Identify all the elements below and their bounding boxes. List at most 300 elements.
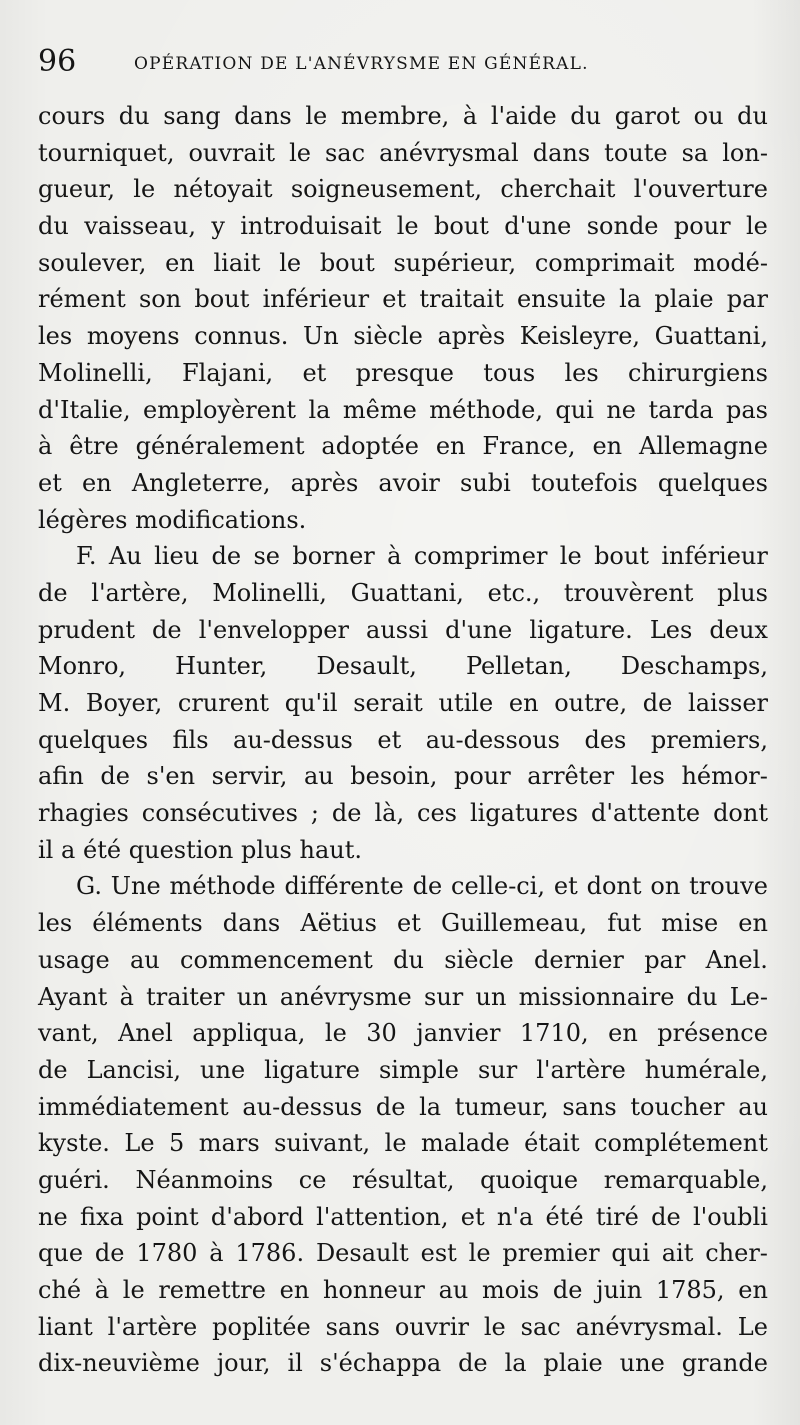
word: guéri. xyxy=(38,1165,110,1194)
word: missionnaire xyxy=(518,982,675,1011)
word: l'artère xyxy=(536,1055,626,1084)
word: tumeur, xyxy=(454,1092,549,1121)
word: fixa xyxy=(79,1202,124,1231)
word: mois xyxy=(482,1276,540,1304)
word: presque xyxy=(355,358,454,387)
text-line xyxy=(38,979,768,1016)
word: modé- xyxy=(693,248,768,277)
text-line xyxy=(38,245,768,282)
word: à xyxy=(38,432,53,461)
word: serait xyxy=(353,689,423,717)
word: tourniquet, xyxy=(38,138,175,167)
word: du xyxy=(393,945,424,974)
word: les xyxy=(564,358,599,387)
word: l'aide xyxy=(490,102,557,130)
running-head xyxy=(38,42,768,82)
word: ait xyxy=(661,1239,694,1268)
text-line xyxy=(38,1015,768,1052)
text-line xyxy=(38,575,768,612)
word: y xyxy=(211,212,225,241)
text-line xyxy=(38,758,768,795)
word: il xyxy=(38,835,54,864)
word: immédiatement xyxy=(38,1092,229,1121)
word: Molinelli, xyxy=(38,358,153,387)
word: employèrent xyxy=(143,395,297,424)
word: complétement xyxy=(594,1129,768,1158)
word: le xyxy=(324,1019,347,1048)
word: bout xyxy=(319,248,375,277)
word: cher- xyxy=(705,1239,768,1268)
word: jour, xyxy=(216,1349,271,1378)
word: plaie xyxy=(654,285,714,314)
text-line xyxy=(38,685,768,722)
text-line xyxy=(38,318,768,355)
word: au-dessus xyxy=(242,1092,363,1121)
word: en xyxy=(608,1019,638,1048)
word: que xyxy=(38,1239,84,1268)
word: rément xyxy=(38,285,126,314)
word: à xyxy=(209,1239,224,1268)
word: de xyxy=(642,689,673,717)
word: son xyxy=(138,285,182,314)
word: Keisleyre, xyxy=(519,322,641,351)
word: Monro, xyxy=(38,652,127,681)
word: subi xyxy=(460,468,511,497)
word: commencement xyxy=(180,945,373,974)
word: usage xyxy=(38,945,110,974)
word: tous xyxy=(483,358,536,387)
word: les xyxy=(630,762,665,791)
word: et xyxy=(302,358,327,387)
word: Molinelli, xyxy=(212,578,327,607)
word: suivant, xyxy=(274,1129,371,1158)
word: Deschamps, xyxy=(620,652,768,681)
word: se xyxy=(253,542,280,571)
word: est xyxy=(420,1239,457,1268)
word: plaie xyxy=(543,1349,603,1378)
word: méthode xyxy=(169,872,276,901)
word: ne xyxy=(38,1202,68,1231)
word: ces xyxy=(417,799,457,828)
word: généralement xyxy=(135,432,305,461)
word: ce xyxy=(298,1165,327,1194)
word: tarda xyxy=(648,395,714,424)
word: le xyxy=(384,1129,407,1158)
word: par xyxy=(726,285,768,314)
text-line xyxy=(38,502,768,539)
word: traiter xyxy=(146,982,225,1011)
word: Anel xyxy=(118,1019,173,1048)
word: rhagies xyxy=(38,799,129,828)
word: au xyxy=(738,1092,768,1121)
text-line xyxy=(38,1199,768,1236)
word: sans xyxy=(562,1092,617,1121)
word: la xyxy=(504,1349,527,1378)
word: trouve xyxy=(689,872,768,901)
word: inférieur xyxy=(661,542,768,571)
word: adoptée xyxy=(321,432,419,461)
word: dans xyxy=(532,138,591,167)
word: sac xyxy=(324,138,366,167)
word: Guattani, xyxy=(654,322,768,351)
word: une xyxy=(200,1055,246,1084)
word: bout xyxy=(194,285,250,314)
word: ne xyxy=(606,395,636,424)
running-title: OPÉRATION DE L'ANÉVRYSME EN GÉNÉRAL. xyxy=(134,54,589,74)
word: une xyxy=(619,1349,665,1378)
word: le xyxy=(745,212,768,241)
word: Allemagne xyxy=(638,432,768,461)
word: liait xyxy=(213,248,261,277)
word: sur xyxy=(424,982,464,1011)
word: ligature xyxy=(264,1055,360,1084)
word: de xyxy=(552,1276,583,1304)
word: Une xyxy=(110,872,161,901)
word: ché xyxy=(38,1276,82,1304)
word: sa xyxy=(681,138,709,167)
word: d'attente xyxy=(591,799,701,828)
word: un xyxy=(475,982,507,1011)
word: dans xyxy=(234,102,292,130)
word: dont xyxy=(586,872,642,901)
word: lon- xyxy=(722,138,768,167)
word: un xyxy=(236,982,268,1011)
word: et xyxy=(460,1202,485,1231)
word: du xyxy=(570,102,602,130)
word: le xyxy=(289,138,311,167)
word: ligature. xyxy=(529,615,633,644)
word: Au xyxy=(108,542,142,571)
word: s'échappa xyxy=(319,1349,442,1378)
word: en xyxy=(279,1276,310,1304)
word: Desault xyxy=(315,1239,409,1268)
word: consécutives xyxy=(141,799,298,828)
text-line xyxy=(38,1345,768,1382)
text-line xyxy=(38,1309,768,1346)
word: et xyxy=(382,285,407,314)
text-line xyxy=(38,135,768,172)
word: modifications. xyxy=(135,505,307,534)
word: tiré xyxy=(595,1202,639,1231)
word: de xyxy=(412,872,443,901)
word: sonde xyxy=(586,212,659,241)
text-line xyxy=(38,1235,768,1272)
word: mise xyxy=(661,909,719,938)
word: laisser xyxy=(688,689,768,717)
word: dont xyxy=(713,799,768,828)
word: Ayant xyxy=(38,982,108,1011)
word: Guillemeau, xyxy=(440,909,588,938)
word: du xyxy=(38,212,69,241)
word: 1710, xyxy=(519,1019,589,1048)
word: là, xyxy=(374,799,405,828)
word: dans xyxy=(222,909,281,938)
word: et xyxy=(377,725,402,754)
word: d'une xyxy=(445,615,513,644)
word: en xyxy=(738,1276,768,1304)
word: le xyxy=(483,1312,506,1341)
word: F. xyxy=(76,542,97,571)
word: en xyxy=(592,432,623,461)
word: 1780 xyxy=(136,1239,198,1268)
word: bout xyxy=(594,542,649,571)
word: Les xyxy=(649,615,693,644)
word: après xyxy=(290,468,359,497)
word: afin xyxy=(38,762,84,791)
word: ; xyxy=(310,799,319,828)
word: et xyxy=(397,909,421,938)
word: membre, xyxy=(340,102,450,130)
word: être xyxy=(69,432,119,461)
word: inférieur xyxy=(262,285,370,314)
word: trouvèrent xyxy=(563,578,694,607)
word: pas xyxy=(725,395,768,424)
word: en xyxy=(508,689,539,717)
word: méthode, xyxy=(429,395,543,424)
word: ensuite xyxy=(516,285,606,314)
word: sur xyxy=(477,1055,518,1084)
word: 1785, xyxy=(655,1276,725,1304)
word: en xyxy=(82,468,112,497)
text-line xyxy=(38,465,768,502)
word: de xyxy=(38,1055,68,1084)
word: après xyxy=(437,322,506,351)
word: garot xyxy=(614,102,680,130)
word: le xyxy=(396,212,419,241)
word: à xyxy=(462,102,478,130)
word: du xyxy=(737,102,768,130)
word: et xyxy=(553,872,578,901)
word: a xyxy=(61,835,76,864)
word: il xyxy=(287,1349,303,1378)
word: utile xyxy=(438,689,494,717)
word: l'attention, xyxy=(316,1202,449,1231)
word: vant, xyxy=(38,1019,99,1048)
word: résultat, xyxy=(352,1165,455,1194)
word: 30 xyxy=(366,1019,397,1048)
word: de xyxy=(211,542,242,571)
word: même xyxy=(342,395,417,424)
word: soulever, xyxy=(38,248,147,277)
word: la xyxy=(419,1092,442,1121)
word: n'a xyxy=(496,1202,534,1231)
word: simple xyxy=(378,1055,459,1084)
word: haut. xyxy=(299,835,362,864)
word: quelques xyxy=(38,725,149,754)
word: Hunter, xyxy=(175,652,268,681)
word: le xyxy=(122,1276,145,1304)
word: des xyxy=(584,725,627,754)
word: aussi xyxy=(366,615,429,644)
word: Lancisi, xyxy=(86,1055,182,1084)
word: honneur xyxy=(322,1276,425,1304)
word: toucher xyxy=(630,1092,725,1121)
word: l'ouverture xyxy=(633,175,768,204)
word: l'oubli xyxy=(692,1202,768,1231)
text-line xyxy=(38,392,768,429)
word: de xyxy=(38,578,68,607)
word: Un xyxy=(303,322,339,351)
word: l'artère, xyxy=(91,578,189,607)
word: Pelletan, xyxy=(465,652,572,681)
word: sang xyxy=(163,102,221,130)
word: cherchait xyxy=(500,175,616,204)
word: poplitée xyxy=(212,1312,311,1341)
word: s'en xyxy=(146,762,196,791)
body-text xyxy=(38,98,768,1382)
word: hémor- xyxy=(681,762,768,791)
text-line xyxy=(38,1052,768,1089)
word: éléments xyxy=(92,909,203,938)
word: qu'il xyxy=(284,689,338,717)
word: G. xyxy=(76,872,102,901)
word: gueur, xyxy=(38,175,115,204)
word: été xyxy=(83,835,122,864)
word: 5 xyxy=(169,1129,185,1158)
word: kyste. xyxy=(38,1129,110,1158)
word: premier xyxy=(502,1239,600,1268)
text-line xyxy=(38,942,768,979)
word: dix-neuvième xyxy=(38,1349,200,1378)
text-line xyxy=(38,355,768,392)
word: ouvrait xyxy=(188,138,276,167)
word: servir, xyxy=(211,762,288,791)
word: qui xyxy=(611,1239,650,1268)
word: dernier xyxy=(534,945,624,974)
word: au-dessous xyxy=(425,725,560,754)
word: mars xyxy=(198,1129,260,1158)
word: le xyxy=(305,102,328,130)
word: remettre xyxy=(158,1276,266,1304)
text-line xyxy=(38,1089,768,1126)
word: du xyxy=(686,982,718,1011)
word: était xyxy=(524,1129,580,1158)
text-line xyxy=(38,795,768,832)
word: d'une xyxy=(504,212,572,241)
word: du xyxy=(118,102,150,130)
word: question xyxy=(128,835,234,864)
word: le xyxy=(133,175,156,204)
word: siècle xyxy=(444,945,514,974)
word: plus xyxy=(241,835,292,864)
word: point xyxy=(136,1202,199,1231)
word: été xyxy=(545,1202,584,1231)
word: légères xyxy=(38,505,128,534)
word: etc., xyxy=(487,578,541,607)
word: remarquable, xyxy=(603,1165,768,1194)
word: anévrysmal xyxy=(379,138,519,167)
text-line xyxy=(38,538,768,575)
word: borner xyxy=(292,542,375,571)
word: humérale, xyxy=(644,1055,768,1084)
text-line xyxy=(38,612,768,649)
word: prudent xyxy=(38,615,135,644)
word: Le xyxy=(737,1312,768,1341)
word: liant xyxy=(38,1312,93,1341)
word: anévrysme xyxy=(279,982,412,1011)
word: toutefois xyxy=(530,468,638,497)
word: au xyxy=(438,1276,469,1304)
word: Le xyxy=(124,1129,155,1158)
word: l'artère xyxy=(107,1312,198,1341)
word: siècle xyxy=(353,322,423,351)
text-line xyxy=(38,648,768,685)
word: ligatures xyxy=(469,799,579,828)
text-line xyxy=(38,832,768,869)
word: grande xyxy=(681,1349,768,1378)
text-line xyxy=(38,281,768,318)
text-line xyxy=(38,1272,768,1309)
word: Aëtius xyxy=(300,909,377,938)
word: de xyxy=(651,1202,681,1231)
word: anévrysmal. xyxy=(575,1312,723,1341)
word: celle-ci, xyxy=(451,872,546,901)
word: nétoyait xyxy=(173,175,273,204)
word: par xyxy=(644,945,686,974)
word: pour xyxy=(453,762,511,791)
word: la xyxy=(308,395,331,424)
word: Boyer, xyxy=(85,689,163,717)
word: comprimait xyxy=(534,248,675,277)
word: connus. xyxy=(194,322,289,351)
word: Flajani, xyxy=(182,358,274,387)
word: qui xyxy=(555,395,594,424)
word: cours xyxy=(38,102,106,130)
word: ouvrir xyxy=(394,1312,469,1341)
text-line xyxy=(38,868,768,905)
word: à xyxy=(119,982,134,1011)
word: en xyxy=(435,432,466,461)
word: supérieur, xyxy=(393,248,517,277)
word: janvier xyxy=(416,1019,501,1048)
word: en xyxy=(738,909,768,938)
word: différente xyxy=(284,872,404,901)
word: les xyxy=(38,909,73,938)
word: de xyxy=(458,1349,488,1378)
word: de xyxy=(331,799,362,828)
word: crurent xyxy=(177,689,270,717)
word: appliqua, xyxy=(192,1019,306,1048)
word: quoique xyxy=(480,1165,579,1194)
text-line xyxy=(38,905,768,942)
word: vaisseau, xyxy=(84,212,196,241)
word: moyens xyxy=(86,322,180,351)
word: fils xyxy=(172,725,209,754)
word: de xyxy=(94,1239,125,1268)
text-line xyxy=(38,1162,768,1199)
word: sans xyxy=(325,1312,380,1341)
word: chirurgiens xyxy=(627,358,768,387)
word: à xyxy=(387,542,402,571)
text-line xyxy=(38,428,768,465)
word: fut xyxy=(607,909,642,938)
word: lieu xyxy=(154,542,200,571)
word: la xyxy=(619,285,642,314)
word: France, xyxy=(482,432,576,461)
word: Guattani, xyxy=(350,578,464,607)
word: deux xyxy=(709,615,768,644)
word: et xyxy=(38,468,62,497)
text-line xyxy=(38,722,768,759)
word: Anel. xyxy=(705,945,768,974)
word: plus xyxy=(717,578,768,607)
word: bout xyxy=(434,212,489,241)
word: les xyxy=(38,322,73,351)
word: avoir xyxy=(378,468,440,497)
text-line xyxy=(38,208,768,245)
word: au xyxy=(129,945,160,974)
word: d'abord xyxy=(210,1202,304,1231)
